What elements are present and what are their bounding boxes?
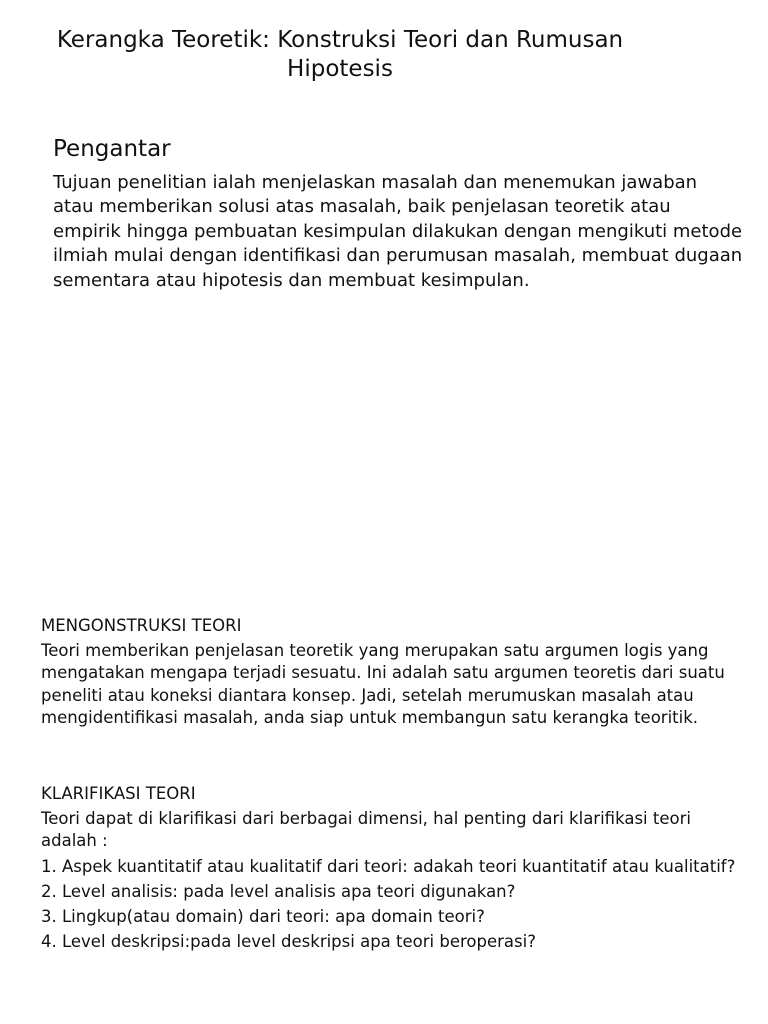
intro-heading: Pengantar	[53, 136, 171, 162]
page-title	[20, 26, 660, 84]
page-title-line-1: Kerangka Teoretik: Konstruksi Teori dan Rumusan	[56, 27, 624, 53]
list-item: 4. Level deskripsi:pada level deskripsi apa teori beroperasi?	[41, 931, 536, 951]
list-item: 2. Level analisis: pada level analisis apa teori digunakan?	[41, 881, 516, 901]
classify-list	[41, 856, 741, 954]
classify-section	[41, 783, 741, 956]
construct-paragraph: Teori memberikan penjelasan teoretik yang merupakan satu argumen logis yang mengatakan mengapa terjadi sesuatu. Ini adalah satu argumen teoretis dari suatu peneliti atau koneksi diantara konsep. Jadi, setelah merumuskan masalah atau mengidentifikasi masalah, anda siap untuk membangun satu kerangka teoritik.	[41, 640, 725, 727]
list-item: 1. Aspek kuantitatif atau kualitatif dari teori: adakah teori kuantitatif atau kualitatif?	[41, 856, 736, 876]
classify-paragraph: Teori dapat di klarifikasi dari berbagai dimensi, hal penting dari klarifikasi teori adalah :	[41, 808, 691, 850]
construct-heading: MENGONSTRUKSI TEORI	[41, 616, 242, 635]
list-item: 3. Lingkup(atau domain) dari teori: apa domain teori?	[41, 906, 485, 926]
classify-heading: KLARIFIKASI TEORI	[41, 784, 196, 803]
intro-paragraph: Tujuan penelitian ialah menjelaskan masalah dan menemukan jawaban atau memberikan solusi atas masalah, baik penjelasan teoretik atau empirik hingga pembuatan kesimpulan dilakukan dengan mengikuti metode ilmiah mulai dengan identifikasi dan perumusan masalah, membuat dugaan sementara atau hipotesis dan membuat kesimpulan.	[53, 172, 743, 291]
construct-section	[41, 615, 741, 730]
page-title-line-2: Hipotesis	[287, 56, 393, 82]
